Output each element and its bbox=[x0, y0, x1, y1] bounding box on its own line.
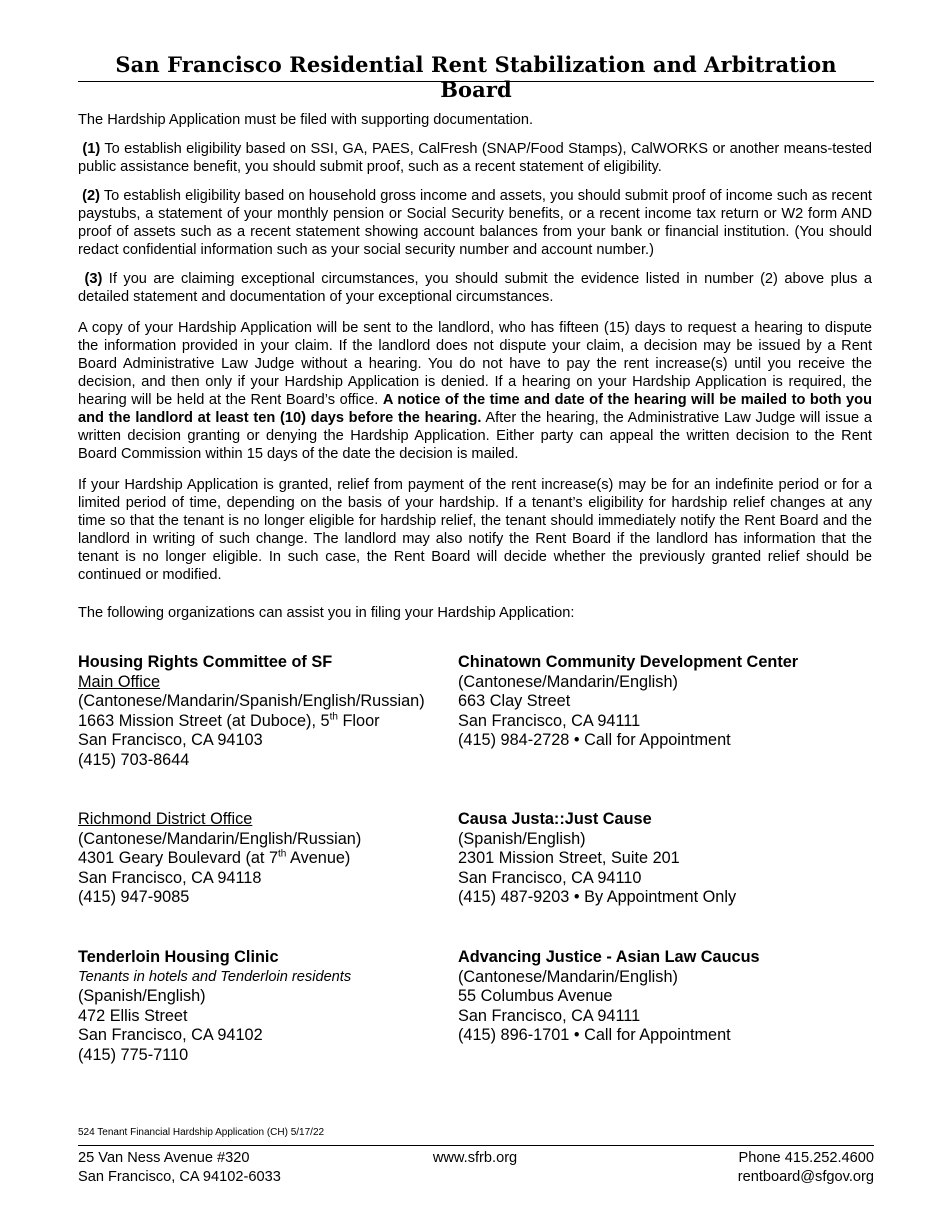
item-3 bbox=[78, 270, 872, 306]
org-note: Tenants in hotels and Tenderloin residents bbox=[78, 968, 352, 985]
page-title: San Francisco Residential Rent Stabilization and Arbitration Board bbox=[115, 52, 837, 102]
org-chinatown-cdc bbox=[458, 653, 798, 751]
footer-address-line1: 25 Van Ness Avenue #320 bbox=[78, 1150, 250, 1166]
org-city: San Francisco, CA 94110 bbox=[458, 868, 642, 887]
org-housing-rights-committee bbox=[78, 653, 425, 771]
form-id: 524 Tenant Financial Hardship Application (CH) 5/17/22 bbox=[78, 1127, 325, 1138]
org-street: 472 Ellis Street bbox=[78, 1006, 188, 1025]
org-languages: (Cantonese/Mandarin/English/Russian) bbox=[78, 829, 362, 848]
org-city: San Francisco, CA 94111 bbox=[458, 711, 641, 730]
org-name: Chinatown Community Development Center bbox=[458, 653, 799, 671]
org-street: 4301 Geary Boulevard (at 7th Avenue) bbox=[78, 848, 351, 868]
org-phone: (415) 896-1701 • Call for Appointment bbox=[458, 1026, 731, 1045]
org-phone: (415) 947-9085 bbox=[78, 888, 190, 907]
footer-address bbox=[78, 1149, 281, 1187]
footer-divider bbox=[78, 1145, 874, 1146]
org-causa-justa bbox=[458, 810, 736, 908]
hearing-text-pre: A copy of your Hardship Application will be sent to the landlord, who has fifteen (15) days to request a hearing to dispute the information provided in your claim. If the landlord does not dispute your claim, a decision may be issued by a Rent Board Administrative Law Judge without a hearing. You do not have to pay the rent increase(s) until you receive the decision, and then only if your Hardship Application is denied. If a hearing on your Hardship Application is required, the hearing will be held at the Rent Board’s office. bbox=[78, 320, 872, 408]
item-2 bbox=[78, 187, 872, 259]
orgs-intro: The following organizations can assist you in filing your Hardship Application: bbox=[78, 605, 575, 621]
item-2-text: To establish eligibility based on household gross income and assets, you should submit proof of income such as recent paystubs, a statement of your monthly pension or Social Security benefits, or a recent income tax return or W2 form AND proof of assets such as a recent statement showing account balances from your bank or financial institution. (You should redact confidential information such as your social security number and account number.) bbox=[78, 188, 872, 258]
org-phone: (415) 775-7110 bbox=[78, 1045, 189, 1064]
org-tenderloin-housing-clinic bbox=[78, 948, 351, 1066]
item-1-number: (1) bbox=[82, 141, 101, 157]
hearing-paragraph bbox=[78, 319, 872, 463]
footer-website: www.sfrb.org bbox=[432, 1150, 518, 1166]
org-languages: (Cantonese/Mandarin/English) bbox=[458, 672, 678, 691]
org-city: San Francisco, CA 94103 bbox=[78, 731, 263, 750]
item-1-text: To establish eligibility based on SSI, GA, PAES, CalFresh (SNAP/Food Stamps), CalWORKS or another means-tested public assistance benefit, you should submit proof, such as a recent statement of eligibility. bbox=[78, 141, 872, 175]
intro-paragraph: The Hardship Application must be filed with supporting documentation. bbox=[78, 112, 534, 128]
footer-address-line2: San Francisco, CA 94102-6033 bbox=[78, 1169, 281, 1185]
office-label: Main Office bbox=[78, 672, 161, 691]
relief-paragraph: If your Hardship Application is granted, relief from payment of the rent increase(s) may be for an indefinite period or for a limited period of time, depending on the basis of your hardship. If a tenant’s eligibility for hardship relief changes at any time so that the tenant is no longer eligible for hardship relief, the tenant should immediately notify the Rent Board and the landlord in writing of such change. The landlord may also notify the Rent Board if the landlord has information that the tenant is no longer eligible. In such case, the Rent Board will decide whether the previously granted relief should be continued or modified. bbox=[78, 477, 872, 583]
org-name: Housing Rights Committee of SF bbox=[78, 653, 333, 671]
instructions bbox=[78, 111, 872, 635]
org-name: Causa Justa::Just Cause bbox=[458, 810, 652, 828]
item-2-number: (2) bbox=[82, 188, 100, 204]
hearing-text-post: After the hearing, the Administrative Law Judge will issue a written decision granting or denying the Hardship Application. Either party can appeal the written decision to the Rent Board Commission within 15 days of the date the decision is mailed. bbox=[78, 410, 872, 462]
org-city: San Francisco, CA 94118 bbox=[78, 868, 262, 887]
org-street: 55 Columbus Avenue bbox=[458, 987, 613, 1006]
footer-email: rentboard@sfgov.org bbox=[737, 1169, 874, 1185]
org-hrc-richmond-office bbox=[78, 810, 361, 908]
org-phone: (415) 487-9203 • By Appointment Only bbox=[458, 888, 737, 907]
org-asian-law-caucus bbox=[458, 948, 760, 1046]
item-3-text: If you are claiming exceptional circumstances, you should submit the evidence listed in number (2) above plus a detailed statement and documentation of your exceptional circumstances. bbox=[78, 271, 872, 305]
org-street: 663 Clay Street bbox=[458, 692, 571, 711]
item-1 bbox=[78, 140, 872, 176]
org-street: 1663 Mission Street (at Duboce), 5th Floor bbox=[78, 711, 380, 730]
org-phone: (415) 984-2728 • Call for Appointment bbox=[458, 731, 731, 750]
footer-phone: Phone 415.252.4600 bbox=[738, 1150, 874, 1166]
org-street: 2301 Mission Street, Suite 201 bbox=[458, 849, 680, 868]
org-languages: (Spanish/English) bbox=[458, 829, 586, 848]
item-3-number: (3) bbox=[84, 271, 103, 287]
office-label: Richmond District Office bbox=[78, 810, 253, 828]
header-divider bbox=[78, 81, 874, 82]
org-languages: (Spanish/English) bbox=[78, 987, 206, 1006]
org-phone: (415) 703-8644 bbox=[78, 750, 190, 769]
footer-contact bbox=[738, 1149, 874, 1187]
org-city: San Francisco, CA 94102 bbox=[78, 1026, 263, 1045]
org-city: San Francisco, CA 94111 bbox=[458, 1006, 641, 1025]
org-languages: (Cantonese/Mandarin/English) bbox=[458, 967, 678, 986]
org-languages: (Cantonese/Mandarin/Spanish/English/Russian) bbox=[78, 692, 425, 711]
org-name: Tenderloin Housing Clinic bbox=[78, 948, 279, 966]
org-name: Advancing Justice - Asian Law Caucus bbox=[458, 948, 760, 966]
hearing-notice-bold: A notice of the time and date of the hearing will be mailed to both you and the landlord at least ten (10) days before the hearing. bbox=[78, 392, 872, 426]
